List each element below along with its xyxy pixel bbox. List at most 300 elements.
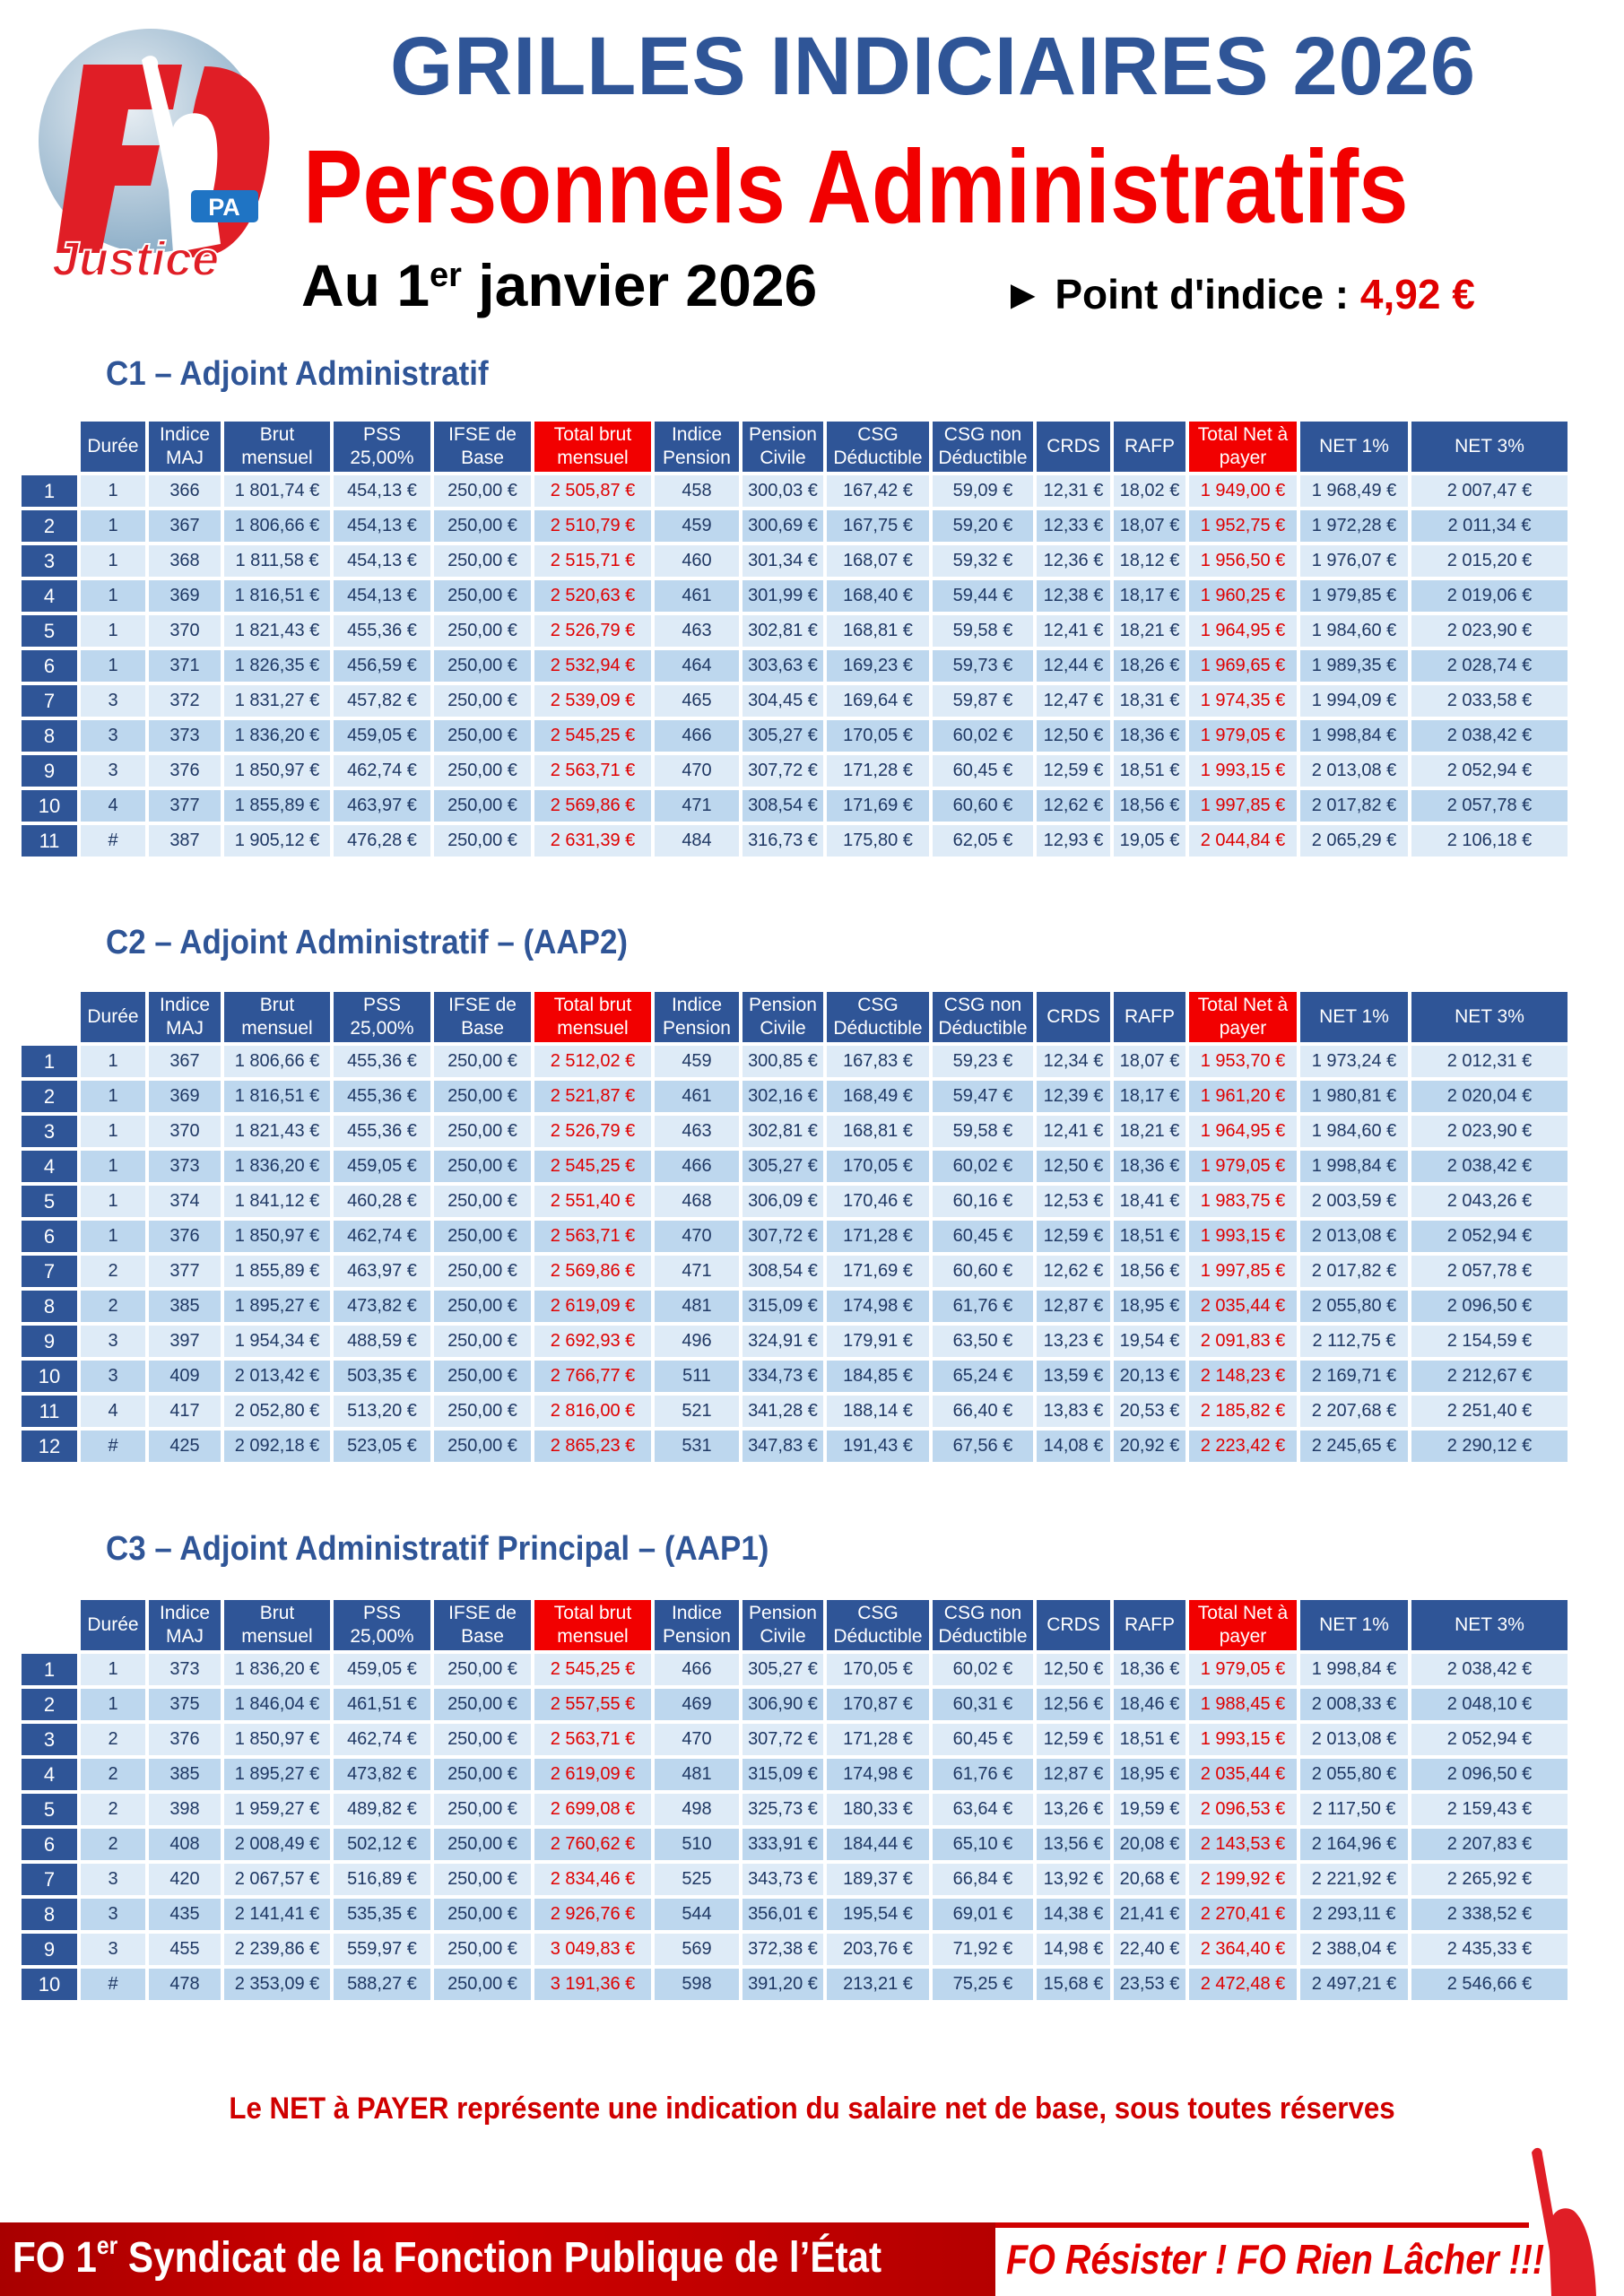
table-cell: 347,83 €: [743, 1431, 823, 1462]
table-cell: 12,31 €: [1037, 475, 1110, 507]
table-cell: 471: [655, 790, 739, 822]
table-cell: 18,41 €: [1114, 1186, 1185, 1217]
table-cell: 171,69 €: [827, 790, 929, 822]
table-cell: 60,60 €: [933, 1256, 1033, 1287]
table-cell: 2 020,04 €: [1411, 1081, 1568, 1112]
table-cell: 2 012,31 €: [1411, 1046, 1568, 1077]
table-cell: 2 472,48 €: [1189, 1969, 1297, 2000]
table-cell: 1 816,51 €: [224, 1081, 330, 1112]
logo-subtitle: Justice: [52, 232, 220, 286]
column-header: Indice MAJ: [149, 422, 221, 472]
table-cell: 459: [655, 510, 739, 542]
echelon-number: 9: [22, 755, 77, 787]
column-header: Indice Pension: [655, 992, 739, 1042]
table-cell: 2 212,67 €: [1411, 1361, 1568, 1392]
table-cell: 1 850,97 €: [224, 755, 330, 787]
table-cell: 459,05 €: [334, 720, 430, 752]
table-cell: 454,13 €: [334, 475, 430, 507]
table-cell: 465: [655, 685, 739, 717]
table-cell: 1 994,09 €: [1300, 685, 1408, 717]
table-cell: 2 563,71 €: [534, 1724, 651, 1755]
column-header: Brut mensuel: [224, 992, 330, 1042]
table-cell: 18,56 €: [1114, 790, 1185, 822]
table-cell: 1 801,74 €: [224, 475, 330, 507]
column-header: CSG non Déductible: [933, 992, 1033, 1042]
table-cell: 2 551,40 €: [534, 1186, 651, 1217]
echelon-number: 3: [22, 1116, 77, 1147]
arrow-right-icon: ►: [1003, 271, 1044, 317]
table-cell: 1 998,84 €: [1300, 1654, 1408, 1685]
echelon-number: 5: [22, 1186, 77, 1217]
table-cell: 18,51 €: [1114, 1724, 1185, 1755]
table-cell: 1 968,49 €: [1300, 475, 1408, 507]
table-row: [22, 685, 1568, 717]
table-cell: 2 017,82 €: [1300, 1256, 1408, 1287]
table-cell: 1 997,85 €: [1189, 1256, 1297, 1287]
table-cell: 2: [81, 1794, 145, 1825]
table-cell: 171,28 €: [827, 1724, 929, 1755]
table-cell: 2 003,59 €: [1300, 1186, 1408, 1217]
echelon-number: 9: [22, 1934, 77, 1965]
table-cell: 174,98 €: [827, 1291, 929, 1322]
table-cell: 462,74 €: [334, 755, 430, 787]
table-cell: 544: [655, 1899, 739, 1930]
table-cell: 59,09 €: [933, 475, 1033, 507]
table-cell: 184,85 €: [827, 1361, 929, 1392]
table-cell: 463,97 €: [334, 790, 430, 822]
table-cell: 20,13 €: [1114, 1361, 1185, 1392]
table-cell: 2 364,40 €: [1189, 1934, 1297, 1965]
echelon-number: 8: [22, 1899, 77, 1930]
table-cell: 4: [81, 790, 145, 822]
echelon-number: 12: [22, 1431, 77, 1462]
table-cell: 478: [149, 1969, 221, 2000]
table-cell: 59,73 €: [933, 650, 1033, 682]
table-cell: 250,00 €: [434, 615, 531, 647]
table-cell: 1 953,70 €: [1189, 1046, 1297, 1077]
header-row: [22, 992, 1568, 1042]
table-cell: 2 023,90 €: [1411, 615, 1568, 647]
column-header: IFSE de Base: [434, 422, 531, 472]
table-cell: 511: [655, 1361, 739, 1392]
table-cell: 1 836,20 €: [224, 1654, 330, 1685]
table-row: [22, 1969, 1568, 2000]
table-cell: 250,00 €: [434, 1864, 531, 1895]
logo-badge-text: PA: [208, 194, 240, 221]
table-cell: 315,09 €: [743, 1759, 823, 1790]
table-cell: 12,50 €: [1037, 1151, 1110, 1182]
table-cell: 250,00 €: [434, 685, 531, 717]
table-cell: 325,73 €: [743, 1794, 823, 1825]
table-cell: 2 008,49 €: [224, 1829, 330, 1860]
table-cell: 18,07 €: [1114, 1046, 1185, 1077]
table-cell: 367: [149, 510, 221, 542]
table-cell: 377: [149, 790, 221, 822]
table-cell: 14,98 €: [1037, 1934, 1110, 1965]
table-cell: 372: [149, 685, 221, 717]
table-cell: 1: [81, 1116, 145, 1147]
table-cell: 1 969,65 €: [1189, 650, 1297, 682]
table-cell: 2 019,06 €: [1411, 580, 1568, 612]
table-cell: 2 563,71 €: [534, 755, 651, 787]
table-cell: 356,01 €: [743, 1899, 823, 1930]
table-cell: 569: [655, 1934, 739, 1965]
table-cell: #: [81, 825, 145, 857]
column-header: NET 3%: [1411, 992, 1568, 1042]
table-cell: 170,87 €: [827, 1689, 929, 1720]
table-cell: 469: [655, 1689, 739, 1720]
table-cell: 1 811,58 €: [224, 545, 330, 577]
table-cell: 2 013,42 €: [224, 1361, 330, 1392]
table-cell: 60,16 €: [933, 1186, 1033, 1217]
table-cell: 18,31 €: [1114, 685, 1185, 717]
table-cell: 343,73 €: [743, 1864, 823, 1895]
table-cell: 14,38 €: [1037, 1899, 1110, 1930]
table-cell: 63,64 €: [933, 1794, 1033, 1825]
table-cell: 250,00 €: [434, 1291, 531, 1322]
table-cell: 171,28 €: [827, 1221, 929, 1252]
table-cell: 373: [149, 1654, 221, 1685]
table-row: [22, 1151, 1568, 1182]
column-header: CSG Déductible: [827, 1600, 929, 1650]
table-cell: 2 096,53 €: [1189, 1794, 1297, 1825]
table-cell: 12,36 €: [1037, 545, 1110, 577]
table-cell: 516,89 €: [334, 1864, 430, 1895]
table-cell: 302,81 €: [743, 615, 823, 647]
table-cell: 523,05 €: [334, 1431, 430, 1462]
table-cell: 170,46 €: [827, 1186, 929, 1217]
table-cell: 213,21 €: [827, 1969, 929, 2000]
table-cell: 18,21 €: [1114, 615, 1185, 647]
table-cell: 170,05 €: [827, 720, 929, 752]
table-cell: 168,49 €: [827, 1081, 929, 1112]
echelon-number: 3: [22, 1724, 77, 1755]
table-cell: 458: [655, 475, 739, 507]
table-cell: 168,81 €: [827, 1116, 929, 1147]
table-cell: 2 926,76 €: [534, 1899, 651, 1930]
table-cell: 2 520,63 €: [534, 580, 651, 612]
table-cell: 18,51 €: [1114, 755, 1185, 787]
table-cell: 304,45 €: [743, 685, 823, 717]
column-header: PSS 25,00%: [334, 1600, 430, 1650]
table-cell: 18,02 €: [1114, 475, 1185, 507]
point-value: 4,92 €: [1359, 271, 1475, 317]
table-cell: 1 895,27 €: [224, 1291, 330, 1322]
header-blank: [22, 992, 77, 1042]
table-cell: 2 223,42 €: [1189, 1431, 1297, 1462]
echelon-number: 6: [22, 1221, 77, 1252]
table-cell: 2 834,46 €: [534, 1864, 651, 1895]
table-cell: 2 055,80 €: [1300, 1759, 1408, 1790]
table-cell: 470: [655, 1221, 739, 1252]
table-cell: 1 956,50 €: [1189, 545, 1297, 577]
echelon-number: 2: [22, 1689, 77, 1720]
table-cell: 1 954,34 €: [224, 1326, 330, 1357]
table-cell: 13,26 €: [1037, 1794, 1110, 1825]
table-cell: 3: [81, 1326, 145, 1357]
table-row: [22, 755, 1568, 787]
table-cell: 370: [149, 1116, 221, 1147]
table-cell: 301,34 €: [743, 545, 823, 577]
table-cell: 1 964,95 €: [1189, 615, 1297, 647]
table-cell: 307,72 €: [743, 755, 823, 787]
table-cell: 188,14 €: [827, 1396, 929, 1427]
header-row: [22, 1600, 1568, 1650]
table-cell: 1 976,07 €: [1300, 545, 1408, 577]
table-cell: 4: [81, 1396, 145, 1427]
table-cell: 462,74 €: [334, 1221, 430, 1252]
table-cell: 466: [655, 720, 739, 752]
table-cell: 3: [81, 685, 145, 717]
column-header: CSG non Déductible: [933, 422, 1033, 472]
table-cell: 455: [149, 1934, 221, 1965]
table-cell: 1: [81, 510, 145, 542]
table-cell: 250,00 €: [434, 1899, 531, 1930]
table-cell: 303,63 €: [743, 650, 823, 682]
table-cell: 3: [81, 1864, 145, 1895]
table-cell: 1 997,85 €: [1189, 790, 1297, 822]
table-cell: 1 846,04 €: [224, 1689, 330, 1720]
table-cell: 2 038,42 €: [1411, 720, 1568, 752]
table-cell: 2 106,18 €: [1411, 825, 1568, 857]
table-cell: 305,27 €: [743, 1654, 823, 1685]
table-row: [22, 825, 1568, 857]
table-cell: 334,73 €: [743, 1361, 823, 1392]
table-cell: 179,91 €: [827, 1326, 929, 1357]
table-cell: 1 949,00 €: [1189, 475, 1297, 507]
table-cell: 598: [655, 1969, 739, 2000]
table-cell: 2 091,83 €: [1189, 1326, 1297, 1357]
table-cell: 59,58 €: [933, 615, 1033, 647]
table-cell: 435: [149, 1899, 221, 1930]
table-cell: 63,50 €: [933, 1326, 1033, 1357]
table-cell: #: [81, 1431, 145, 1462]
column-header: Total brut mensuel: [534, 422, 651, 472]
table-cell: 409: [149, 1361, 221, 1392]
column-header: RAFP: [1114, 422, 1185, 472]
table-cell: 463: [655, 1116, 739, 1147]
table-cell: 168,81 €: [827, 615, 929, 647]
echelon-number: 2: [22, 1081, 77, 1112]
table-cell: 2 526,79 €: [534, 1116, 651, 1147]
table-cell: 2 569,86 €: [534, 1256, 651, 1287]
table-cell: 250,00 €: [434, 1724, 531, 1755]
column-header: Pension Civile: [743, 1600, 823, 1650]
column-header: NET 1%: [1300, 992, 1408, 1042]
table-cell: 71,92 €: [933, 1934, 1033, 1965]
table-cell: 2 239,86 €: [224, 1934, 330, 1965]
page-title: GRILLES INDICIAIRES 2026: [390, 21, 1476, 112]
table-row: [22, 1759, 1568, 1790]
table-cell: 1 841,12 €: [224, 1186, 330, 1217]
footer-left-prefix: FO 1: [13, 2234, 97, 2282]
table-cell: 60,45 €: [933, 1724, 1033, 1755]
table-cell: 1: [81, 1081, 145, 1112]
table-cell: 2 251,40 €: [1411, 1396, 1568, 1427]
table-cell: 20,68 €: [1114, 1864, 1185, 1895]
table-cell: 461: [655, 1081, 739, 1112]
table-cell: 302,81 €: [743, 1116, 823, 1147]
table-cell: 250,00 €: [434, 650, 531, 682]
table-cell: 1: [81, 580, 145, 612]
table-cell: 2 007,47 €: [1411, 475, 1568, 507]
table-cell: 1 806,66 €: [224, 510, 330, 542]
echelon-number: 5: [22, 615, 77, 647]
table-cell: 250,00 €: [434, 580, 531, 612]
table-cell: 2 766,77 €: [534, 1361, 651, 1392]
column-header: Brut mensuel: [224, 422, 330, 472]
table-cell: 250,00 €: [434, 1689, 531, 1720]
table-cell: 60,02 €: [933, 1151, 1033, 1182]
table-cell: 2 013,08 €: [1300, 1724, 1408, 1755]
table-cell: 2 526,79 €: [534, 615, 651, 647]
column-header: Durée: [81, 422, 145, 472]
table-cell: 306,90 €: [743, 1689, 823, 1720]
table-cell: 420: [149, 1864, 221, 1895]
table-cell: 2 096,50 €: [1411, 1759, 1568, 1790]
table-cell: 1: [81, 1151, 145, 1182]
table-cell: 2 055,80 €: [1300, 1291, 1408, 1322]
table-cell: 488,59 €: [334, 1326, 430, 1357]
header-blank: [22, 422, 77, 472]
table-cell: 250,00 €: [434, 1186, 531, 1217]
table-cell: 2 112,75 €: [1300, 1326, 1408, 1357]
table-cell: 18,12 €: [1114, 545, 1185, 577]
table-cell: 300,69 €: [743, 510, 823, 542]
table-cell: 324,91 €: [743, 1326, 823, 1357]
table-cell: 341,28 €: [743, 1396, 823, 1427]
table-cell: 2 557,55 €: [534, 1689, 651, 1720]
table-cell: 1 960,25 €: [1189, 580, 1297, 612]
table-cell: 459,05 €: [334, 1654, 430, 1685]
echelon-number: 6: [22, 650, 77, 682]
table-cell: 67,56 €: [933, 1431, 1033, 1462]
table-row: [22, 1794, 1568, 1825]
table-cell: 2 011,34 €: [1411, 510, 1568, 542]
table-cell: 2 035,44 €: [1189, 1759, 1297, 1790]
echelon-number: 1: [22, 1046, 77, 1077]
table-cell: 367: [149, 1046, 221, 1077]
table-cell: 59,87 €: [933, 685, 1033, 717]
table-row: [22, 1116, 1568, 1147]
effective-date: [301, 252, 818, 318]
table-cell: 19,59 €: [1114, 1794, 1185, 1825]
table-cell: 3 191,36 €: [534, 1969, 651, 2000]
table-cell: 168,40 €: [827, 580, 929, 612]
table-cell: 2 290,12 €: [1411, 1431, 1568, 1462]
table-cell: 1: [81, 1186, 145, 1217]
table-cell: 2 038,42 €: [1411, 1151, 1568, 1182]
table-cell: 315,09 €: [743, 1291, 823, 1322]
table-cell: 3: [81, 1934, 145, 1965]
table-row: [22, 545, 1568, 577]
table-cell: 13,56 €: [1037, 1829, 1110, 1860]
table-cell: 2 013,08 €: [1300, 1221, 1408, 1252]
echelon-number: 8: [22, 720, 77, 752]
table-cell: 59,58 €: [933, 1116, 1033, 1147]
table-cell: 2 619,09 €: [534, 1291, 651, 1322]
table-cell: 3: [81, 720, 145, 752]
table-cell: 559,97 €: [334, 1934, 430, 1965]
salary-grid-c1: [18, 418, 1571, 860]
column-header: Total Net à payer: [1189, 992, 1297, 1042]
table-cell: 2 760,62 €: [534, 1829, 651, 1860]
table-cell: 300,03 €: [743, 475, 823, 507]
table-row: [22, 720, 1568, 752]
column-header: CRDS: [1037, 422, 1110, 472]
table-cell: 59,47 €: [933, 1081, 1033, 1112]
table-cell: 66,84 €: [933, 1864, 1033, 1895]
date-suffix: janvier 2026: [461, 252, 818, 318]
table-cell: 470: [655, 755, 739, 787]
table-cell: 12,56 €: [1037, 1689, 1110, 1720]
table-cell: 1 984,60 €: [1300, 615, 1408, 647]
table-cell: 368: [149, 545, 221, 577]
table-cell: 588,27 €: [334, 1969, 430, 2000]
table-cell: 455,36 €: [334, 615, 430, 647]
table-cell: 476,28 €: [334, 825, 430, 857]
column-header: IFSE de Base: [434, 992, 531, 1042]
table-cell: 180,33 €: [827, 1794, 929, 1825]
table-cell: 2 043,26 €: [1411, 1186, 1568, 1217]
table-cell: 250,00 €: [434, 1081, 531, 1112]
page-subtitle: Personnels Administratifs: [303, 128, 1409, 245]
table-cell: 18,36 €: [1114, 1654, 1185, 1685]
table-cell: 385: [149, 1291, 221, 1322]
table-cell: 250,00 €: [434, 1046, 531, 1077]
table-cell: 521: [655, 1396, 739, 1427]
table-cell: 250,00 €: [434, 1934, 531, 1965]
table-cell: 184,44 €: [827, 1829, 929, 1860]
table-cell: 2 270,41 €: [1189, 1899, 1297, 1930]
table-cell: 2 631,39 €: [534, 825, 651, 857]
table-cell: 2 545,25 €: [534, 1654, 651, 1685]
table-cell: 387: [149, 825, 221, 857]
table-cell: 1 984,60 €: [1300, 1116, 1408, 1147]
table-cell: 195,54 €: [827, 1899, 929, 1930]
table-row: [22, 1829, 1568, 1860]
header-blank: [22, 1600, 77, 1650]
table-cell: 470: [655, 1724, 739, 1755]
table-cell: 21,41 €: [1114, 1899, 1185, 1930]
table-row: [22, 1221, 1568, 1252]
table-cell: 484: [655, 825, 739, 857]
table-cell: 59,20 €: [933, 510, 1033, 542]
table-cell: 2 515,71 €: [534, 545, 651, 577]
table-cell: 1 821,43 €: [224, 615, 330, 647]
table-cell: 12,41 €: [1037, 1116, 1110, 1147]
table-cell: 1 972,28 €: [1300, 510, 1408, 542]
table-cell: 373: [149, 720, 221, 752]
table-cell: 59,44 €: [933, 580, 1033, 612]
echelon-number: 10: [22, 1969, 77, 2000]
table-cell: 167,83 €: [827, 1046, 929, 1077]
table-cell: 1 905,12 €: [224, 825, 330, 857]
table-cell: #: [81, 1969, 145, 2000]
column-header: Pension Civile: [743, 422, 823, 472]
echelon-number: 7: [22, 1256, 77, 1287]
echelon-number: 7: [22, 1864, 77, 1895]
footer-slogan-right: FO Résister ! FO Rien Lâcher !!!: [1006, 2236, 1545, 2283]
disclaimer-note: Le NET à PAYER représente une indication du salaire net de base, sous toutes réserves: [229, 2092, 1395, 2126]
table-cell: 14,08 €: [1037, 1431, 1110, 1462]
table-cell: 2 052,94 €: [1411, 1724, 1568, 1755]
table-row: [22, 790, 1568, 822]
table-cell: 498: [655, 1794, 739, 1825]
salary-grid-c3: [18, 1596, 1571, 2004]
table-cell: 22,40 €: [1114, 1934, 1185, 1965]
column-header: Durée: [81, 992, 145, 1042]
